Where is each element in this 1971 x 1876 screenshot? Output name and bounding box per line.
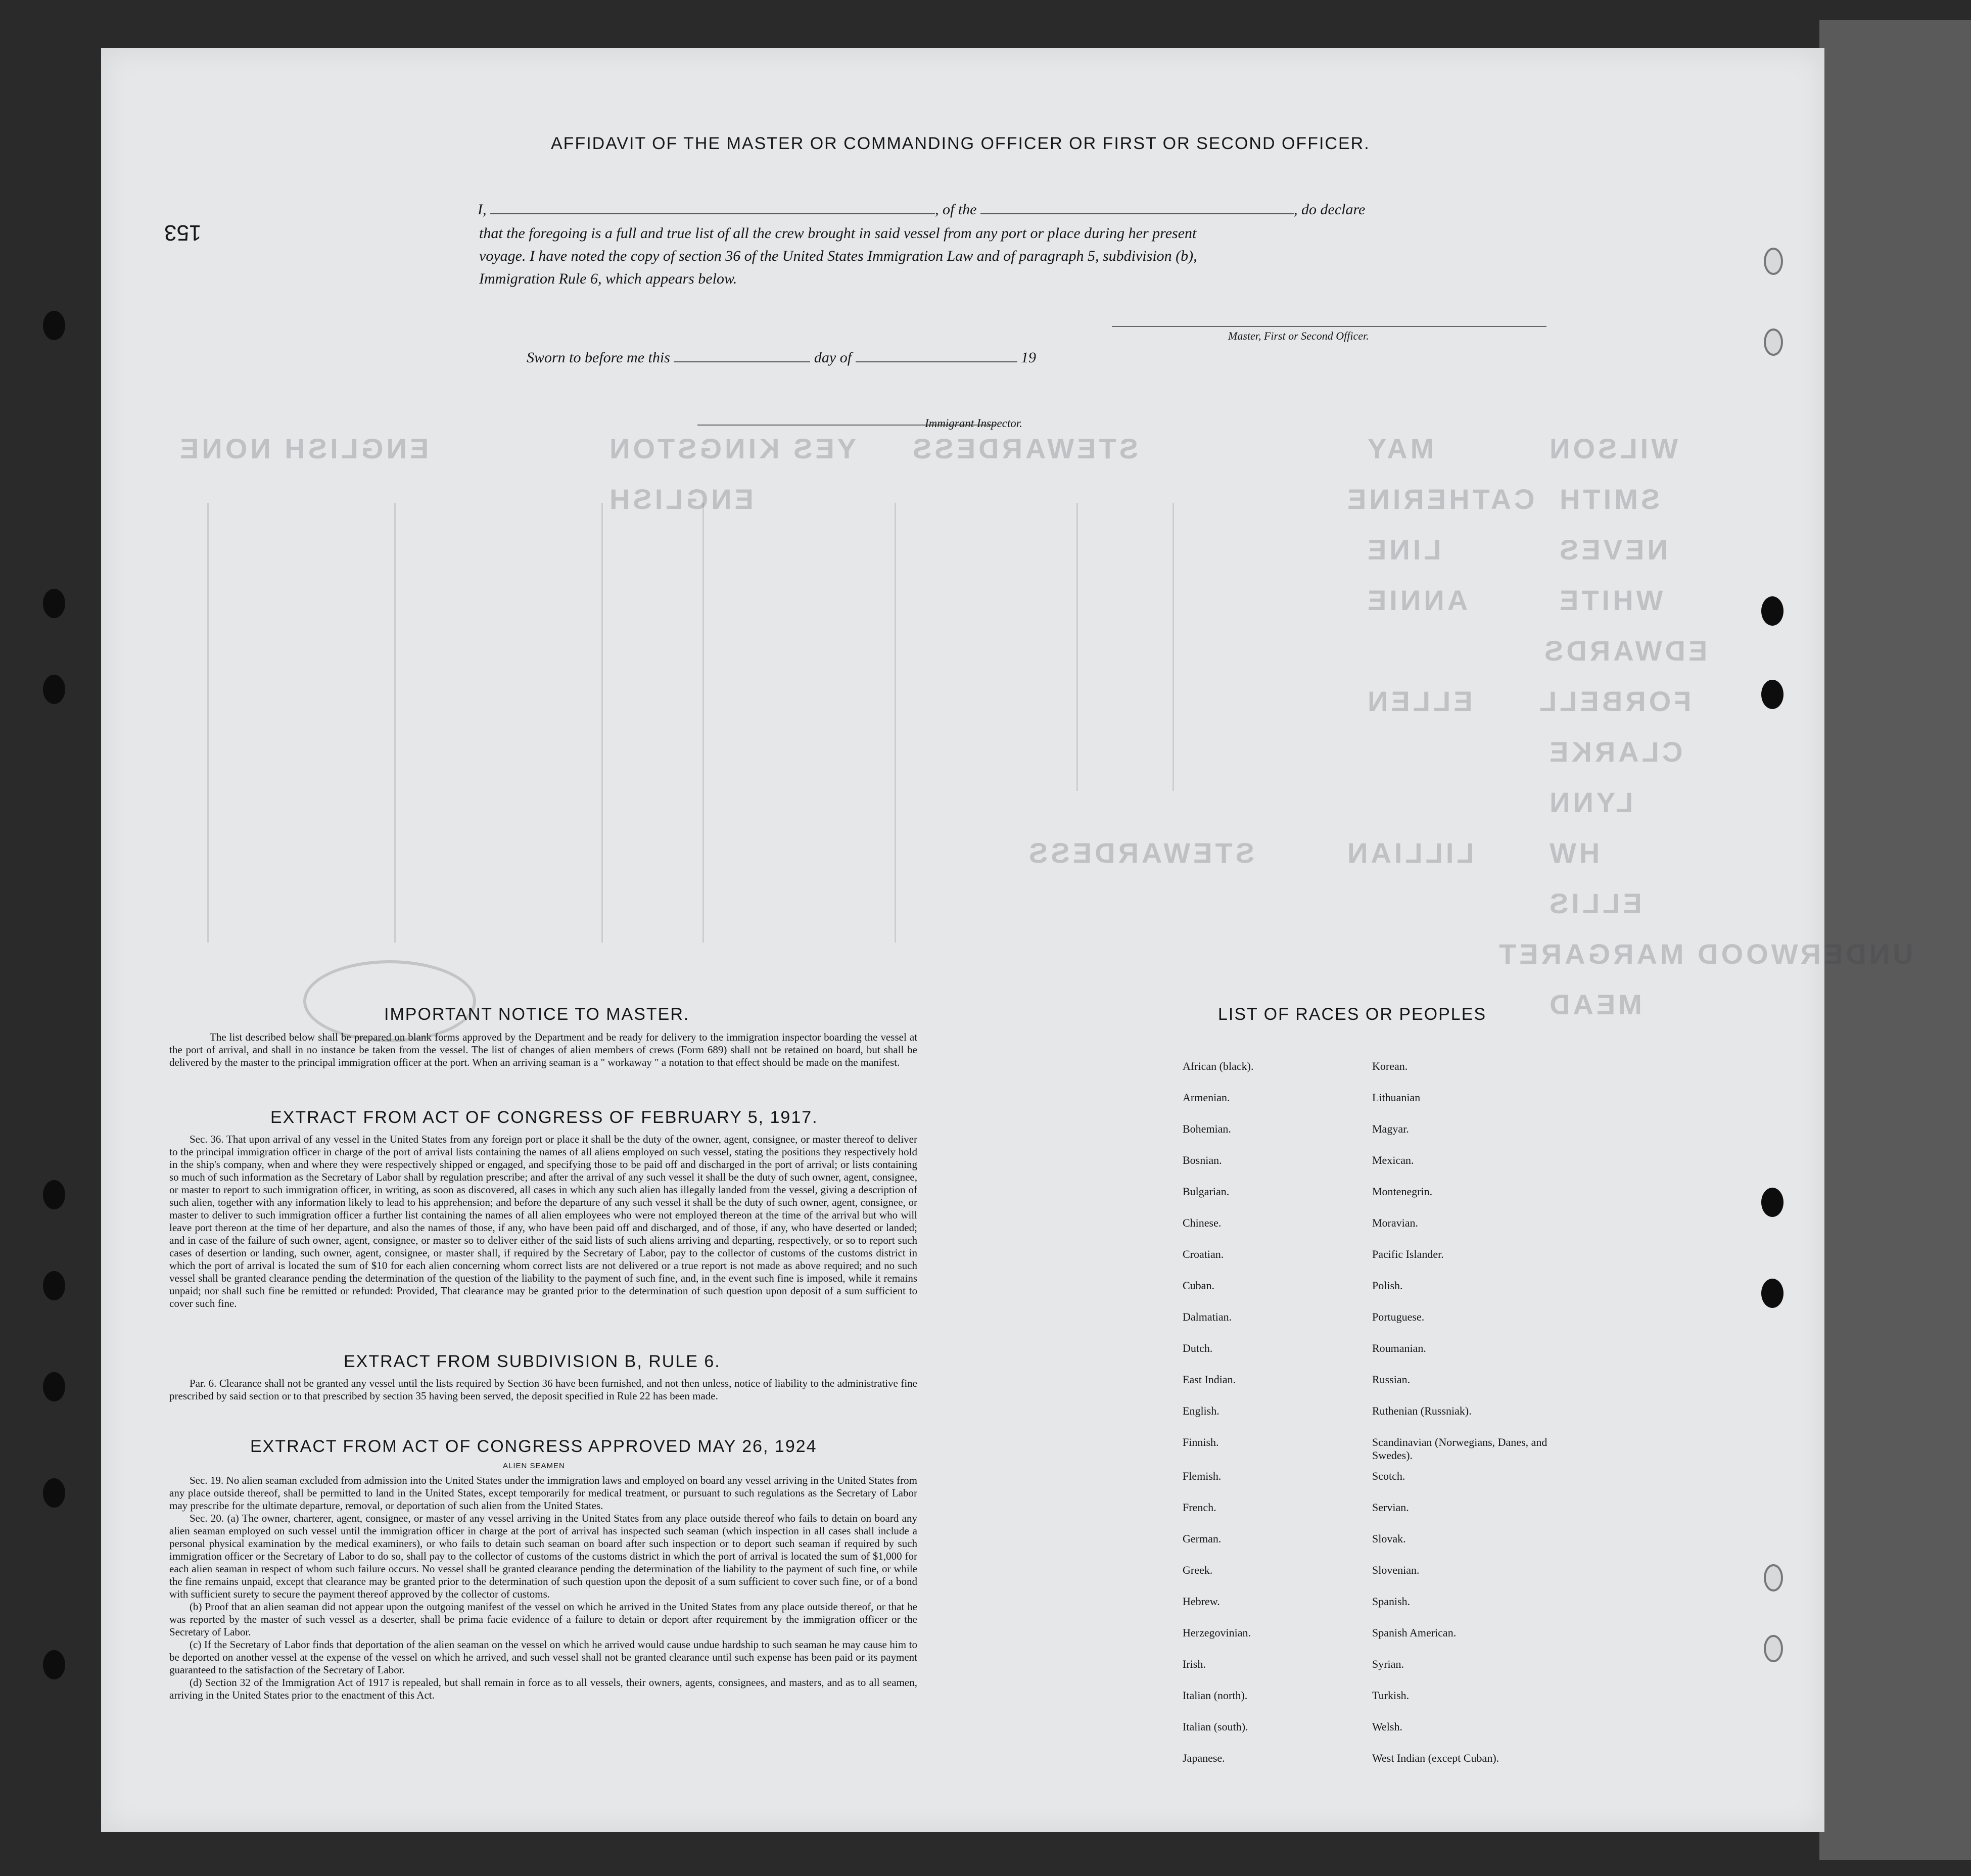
race-item: Turkish. (1372, 1689, 1410, 1702)
race-item: Japanese. (1183, 1752, 1225, 1764)
race-item: German. (1183, 1532, 1222, 1545)
bleed-through-handwriting: ENGLISH (606, 483, 754, 515)
document-page (101, 48, 1913, 1832)
bleed-through-handwriting: MEAD (1546, 989, 1642, 1020)
race-item: Moravian. (1372, 1216, 1419, 1229)
race-item: Ruthenian (Russniak). (1372, 1404, 1472, 1417)
bleed-through-handwriting: CLARKE (1546, 736, 1683, 768)
binder-hole (43, 1372, 65, 1401)
race-item: Armenian. (1183, 1091, 1230, 1104)
notice-title: IMPORTANT NOTICE TO MASTER. (384, 1005, 690, 1024)
race-item: African (black). (1183, 1060, 1254, 1072)
affidavit-declaration-line (478, 200, 1365, 218)
punch-hole (1761, 596, 1784, 626)
sworn-month-field[interactable] (856, 348, 1017, 362)
binder-hole (43, 675, 65, 704)
i-label: I, (478, 201, 487, 218)
bleed-through-rule (1172, 503, 1174, 791)
bleed-through-handwriting: EDWARDS (1541, 635, 1708, 667)
extract-1917-title: EXTRACT FROM ACT OF CONGRESS OF FEBRUARY 5, 1917. (270, 1108, 818, 1127)
inspector-label: Immigrant Inspector. (925, 417, 1022, 430)
race-item: Scotch. (1372, 1470, 1405, 1482)
punch-hole (1761, 1188, 1784, 1217)
race-item: Polish. (1372, 1279, 1403, 1292)
race-item: Scandinavian (Norwegians, Danes, and Swedes). (1372, 1436, 1547, 1462)
bleed-through-handwriting: ANNIE (1365, 584, 1468, 616)
name-field[interactable] (490, 200, 935, 214)
affidavit-title: AFFIDAVIT OF THE MASTER OR COMMANDING OFFICER OR FIRST OR SECOND OFFICER. (551, 134, 1370, 153)
bleed-through-rule (394, 503, 396, 943)
race-item: Mexican. (1372, 1154, 1414, 1166)
master-signature-label: Master, First or Second Officer. (1228, 330, 1369, 342)
extract-1924-title: EXTRACT FROM ACT OF CONGRESS APPROVED MAY 26, 1924 (250, 1437, 817, 1456)
sec20d-paragraph: (d) Section 32 of the Immigration Act of 1917 is repealed, but shall remain in force as to all vessels, their owners, agents, consignees, and masters, and as to all seamen, arriving in the United States prior to the enactment of this Act. (169, 1676, 917, 1701)
binder-hole (43, 1478, 65, 1508)
race-item: Croatian. (1183, 1248, 1224, 1260)
punch-hole (1764, 329, 1783, 356)
race-item: East Indian. (1183, 1373, 1236, 1386)
binder-hole (43, 589, 65, 618)
rule6-body: Par. 6. Clearance shall not be granted any vessel until the lists required by Section 36 have been furnished, and not then unless, notice of liability to the administrative fine prescribed by said section or to that prescribed by section 35 having been served, the deposit specified in Rule 22 has been made. (169, 1377, 917, 1402)
binder-hole (43, 311, 65, 340)
master-signature-line[interactable] (1112, 326, 1546, 327)
extract-1924-body (169, 1474, 917, 1702)
bleed-through-handwriting: SMITH (1557, 483, 1660, 515)
race-item: Dalmatian. (1183, 1310, 1232, 1323)
race-item: Magyar. (1372, 1122, 1409, 1135)
bleed-through-handwriting: FORBELL (1536, 685, 1692, 717)
punch-hole (1761, 680, 1784, 709)
bleed-through-handwriting: ELLIS (1546, 887, 1642, 919)
binder-hole (43, 1650, 65, 1679)
sec20c-paragraph: (c) If the Secretary of Labor finds that deportation of the alien seaman on the vessel on which he arrived would cause undue hardship to such seaman he may cause him to be deported on another vessel at the expense of the vessel on which he arrived, and such vessel shall not be granted clearance until such expense has been paid or its payment guaranteed to the satisfaction of the Secretary of Labor. (169, 1638, 917, 1676)
sworn-label: Sworn to before me this (527, 349, 670, 366)
race-item: Italian (south). (1183, 1720, 1248, 1733)
race-item: English. (1183, 1404, 1219, 1417)
race-item: West Indian (except Cuban). (1372, 1752, 1499, 1764)
sec19-paragraph: Sec. 19. No alien seaman excluded from admission into the United States under the immigration laws and employed on board any vessel arriving in the United States from any place outside thereof, shall be permitted to land in the United States, except temporarily for medical treatment, or pursuant to such regulations as the Secretary of Labor may prescribe for the ultimate departure, removal, or deportation of such alien from the United States. (169, 1474, 917, 1512)
race-item: Servian. (1372, 1501, 1409, 1514)
affidavit-text-line: Immigration Rule 6, which appears below. (479, 270, 737, 287)
rule6-title: EXTRACT FROM SUBDIVISION B, RULE 6. (344, 1352, 721, 1371)
race-item: Bohemian. (1183, 1122, 1231, 1135)
race-item: Dutch. (1183, 1342, 1213, 1354)
race-item: Montenegrin. (1372, 1185, 1433, 1198)
sec20b-paragraph: (b) Proof that an alien seaman did not appear upon the outgoing manifest of the vessel on which he arrived in the United States from any place outside thereof, or that he was reported by the master of such vessel as a deserter, shall be prima facie evidence of a failure to detain or deport after requirement by the immigration officer or the Secretary of Labor. (169, 1601, 917, 1638)
bleed-through-rule (601, 503, 603, 943)
bleed-through-rule (1076, 503, 1078, 791)
binder-hole (43, 1180, 65, 1209)
bleed-through-handwriting: LILLIAN (1344, 837, 1474, 869)
extract-1917-body: Sec. 36. That upon arrival of any vessel in the United States from any foreign port or place it shall be the duty of the owner, agent, consignee, or master thereof to deliver to the principal immigration officer in charge of the port of arrival lists containing the names of all aliens employed on such vessel, stating the positions they respectively hold in the ship's company, when and where they were respectively shipped or engaged, and specifying those to be paid off and discharged in the port of arrival; or lists containing so much of such information as the Secretary of Labor shall by regulation prescribe; and after the arrival of any such vessel it shall be the duty of such owner, agent, consignee, or master to report to such immigration officer, in writing, as soon as discovered, all cases in which any such alien has illegally landed from the vessel, giving a description of such alien, together with any information likely to lead to his apprehension; and before the departure of any such vessel it shall be the duty of such owner, agent, consignee, or master to deliver to such immigration officer a further list containing the names of all alien employees who were not employed thereon at the time of the arrival but who will leave port thereon at the time of her departure, and also the names of those, if any, who have been paid off and discharged, and of those, if any, who have deserted or landed; and in case of the failure of such owner, agent, consignee, or master so to deliver either of the said lists of such aliens arriving and departing, respectively, or so to report such cases of desertion or landing, such owner, agent, consignee, or master shall, if required by the Secretary of Labor, pay to the collector of customs of the customs district in which the port of arrival is located the sum of $10 for each alien concerning whom correct lists are not delivered or a true report is not made as above required; and no such vessel shall be granted clearance pending the determination of the question of the liability to the payment of such fine, and, in the event such fine is imposed, while it remains unpaid; nor shall such fine be remitted or refunded: Provided, That clearance may be granted prior to the determination of such question upon deposit of a sum sufficient to cover such fine. (169, 1133, 917, 1309)
race-item: French. (1183, 1501, 1216, 1514)
bleed-through-stamp (303, 960, 476, 1042)
race-item: Lithuanian (1372, 1091, 1421, 1104)
bleed-through-handwriting: STEWARDESS (910, 433, 1139, 464)
punch-hole (1764, 1635, 1783, 1662)
race-item: Spanish. (1372, 1595, 1411, 1608)
race-item: Greek. (1183, 1564, 1213, 1576)
bleed-through-handwriting: ELLEN (1365, 685, 1473, 717)
race-item: Cuban. (1183, 1279, 1214, 1292)
bleed-through-rule (207, 503, 209, 943)
year-label: 19 (1021, 349, 1037, 366)
race-item: Pacific Islander. (1372, 1248, 1444, 1260)
bleed-through-handwriting: ENGLISH NONE (177, 433, 429, 464)
day-of-label: day of (814, 349, 852, 366)
bleed-through-handwriting: STEWARDESS (1026, 837, 1255, 869)
margin-page-number: 153 (164, 220, 202, 245)
race-item: Russian. (1372, 1373, 1411, 1386)
bleed-through-handwriting: LYNN (1546, 786, 1633, 818)
race-item: Hebrew. (1183, 1595, 1220, 1608)
binder-hole (43, 1271, 65, 1300)
race-item: Bulgarian. (1183, 1185, 1230, 1198)
race-item: Portuguese. (1372, 1310, 1425, 1323)
sec20a-paragraph: Sec. 20. (a) The owner, charterer, agent, consignee, or master of any vessel arriving in the United States from any place outside thereof who fails to detain on board any alien seaman employed on such vessel until the immigration officer in charge at the port of arrival has inspected such seaman (which inspection in all cases shall include a personal physical examination by the medical examiners), or who fails to detain such seaman on board after such inspection or to deport such seaman if required by such immigration officer or the Secretary of Labor to do so, shall pay to the collector of customs of the customs district in which the port of arrival is located the sum of $1,000 for each alien seaman in respect of whom such failure occurs. No vessel shall be granted clearance pending the determination of the liability to the payment of such fine, or while the fine remains unpaid, except that clearance may be granted prior to the determination of such question upon the deposit of a sum sufficient to cover such fine, or of a bond with sufficient surety to secure the payment thereof approved by the collector of customs. (169, 1512, 917, 1600)
punch-hole (1764, 1564, 1783, 1591)
affidavit-text-line: that the foregoing is a full and true list of all the crew brought in said vessel from any port or place during her present (479, 225, 1197, 242)
bleed-through-handwriting: CATHERINE (1344, 483, 1535, 515)
race-item: Korean. (1372, 1060, 1408, 1072)
of-the-label: , of the (935, 201, 977, 218)
notice-body: The list described below shall be prepared on blank forms approved by the Department and be ready for delivery to the immigration inspector boarding the vessel at the port of arrival, and shall in no instance be taken from the vessel. The list of changes of alien members of crews (Form 689) shall not be retained on board, but shall be delivered by the master to the principal immigration officer at the port. When an arriving seaman is a " workaway " a notation to that effect should be made on the manifest. (169, 1031, 917, 1068)
bleed-through-rule (895, 503, 896, 943)
races-title: LIST OF RACES OR PEOPLES (1218, 1005, 1487, 1024)
race-item: Roumanian. (1372, 1342, 1426, 1354)
sworn-day-field[interactable] (674, 348, 810, 362)
bleed-through-handwriting: WHITE (1557, 584, 1663, 616)
sworn-line (527, 348, 1036, 366)
do-declare-label: , do declare (1294, 201, 1366, 218)
race-item: Slovenian. (1372, 1564, 1420, 1576)
race-item: Herzegovinian. (1183, 1626, 1251, 1639)
race-item: Italian (north). (1183, 1689, 1248, 1702)
alien-seamen-subtitle: ALIEN SEAMEN (503, 1462, 565, 1470)
bleed-through-handwriting: UNDERWOOD MARGARET (1496, 938, 1913, 970)
bleed-through-handwriting: YES KINGSTON (606, 433, 857, 464)
vessel-field[interactable] (980, 200, 1294, 214)
bleed-through-handwriting: HW (1546, 837, 1600, 869)
race-item: Slovak. (1372, 1532, 1406, 1545)
race-item: Chinese. (1183, 1216, 1222, 1229)
race-item: Welsh. (1372, 1720, 1402, 1733)
bleed-through-handwriting: NEVES (1557, 534, 1668, 566)
bleed-through-handwriting: MAY (1365, 433, 1434, 464)
bleed-through-handwriting: WILSON (1546, 433, 1678, 464)
race-item: Syrian. (1372, 1658, 1404, 1670)
race-item: Flemish. (1183, 1470, 1222, 1482)
bleed-through-rule (702, 503, 704, 943)
race-item: Spanish American. (1372, 1626, 1457, 1639)
affidavit-text-line: voyage. I have noted the copy of section 36 of the United States Immigration Law and of paragraph 5, subdivision (b), (479, 248, 1197, 264)
race-item: Bosnian. (1183, 1154, 1222, 1166)
race-item: Finnish. (1183, 1436, 1219, 1448)
race-item: Irish. (1183, 1658, 1206, 1670)
punch-hole (1764, 248, 1783, 275)
punch-hole (1761, 1279, 1784, 1308)
bleed-through-handwriting: LINE (1365, 534, 1441, 566)
